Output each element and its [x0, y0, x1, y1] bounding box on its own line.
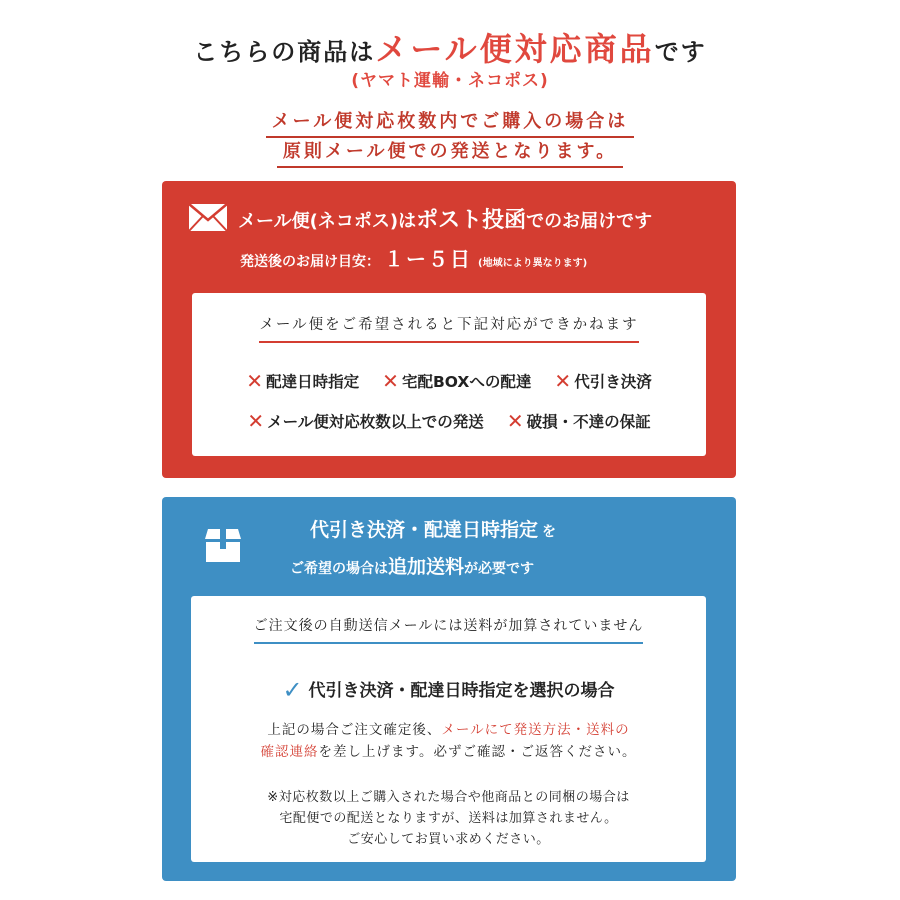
headline-lead: こちらの商品は [193, 38, 376, 66]
x-mark-icon: ✕ [554, 369, 572, 393]
extra-fee-sub-highlight: 追加送料 [388, 556, 465, 578]
x-mark-icon: ✕ [246, 369, 264, 393]
extra-fee-sub-pre: ご希望の場合は [290, 561, 388, 577]
delivery-estimate [240, 243, 587, 272]
note-line-3: ご安心してお買い求めください。 [347, 832, 550, 847]
restrictions-heading [192, 313, 706, 343]
headline [0, 24, 900, 70]
x-mark-icon: ✕ [247, 409, 265, 433]
note-line-1: ※対応枚数以上ご購入された場合や他商品との同梱の場合は [267, 790, 630, 805]
restrictions-row-2 [192, 408, 706, 432]
headline-highlight: メール便対応商品 [375, 30, 655, 68]
notice-line-2: 原則メール便での発送となります。 [277, 138, 623, 168]
restriction-label: メール便対応枚数以上での発送 [267, 413, 484, 431]
mail-title-post: でのお届けです [526, 211, 653, 232]
extra-fee-title-main: 代引き決済・配達日時指定 [310, 519, 539, 541]
extra-fee-subtitle [290, 552, 534, 579]
extra-fee-panel [162, 497, 736, 881]
extra-fee-details [191, 596, 706, 862]
delivery-days: １ー５日 [384, 247, 472, 271]
confirmation-part-a: 上記の場合ご注文確定後、 [267, 722, 442, 738]
restrictions-heading-text: メール便をご希望されると下記対応ができかねます [259, 313, 638, 343]
restriction-label: 配達日時指定 [266, 373, 360, 391]
carrier-label: (ヤマト運輸・ネコポス) [351, 71, 549, 91]
bulk-order-note [191, 787, 706, 850]
auto-mail-notice-text: ご注文後の自動送信メールには送料が加算されていません [254, 615, 644, 644]
mail-panel-title [238, 203, 652, 234]
restriction-label: 破損・不達の保証 [526, 413, 651, 431]
restriction-label: 宅配BOXへの配達 [401, 373, 532, 391]
note-line-2: 宅配便での配送となりますが、送料は加算されません。 [279, 811, 618, 826]
box-icon [204, 527, 242, 563]
extra-fee-sub-post: が必要です [464, 561, 535, 577]
mail-title-pre: メール便(ネコポス)は [238, 211, 417, 232]
restriction-item [554, 368, 651, 392]
extra-fee-title [310, 515, 556, 542]
check-icon: ✓ [282, 676, 303, 704]
selection-case-text: 代引き決済・配達日時指定を選択の場合 [308, 681, 615, 701]
confirmation-part-d: を差し上げます。必ずご確認・ご返答ください。 [318, 744, 637, 760]
confirmation-part-c: 確認連絡 [260, 744, 319, 760]
headline-tail: です [654, 38, 707, 66]
notice-line-1: メール便対応枚数内でご購入の場合は [266, 108, 635, 138]
confirmation-part-b: メールにて発送方法・送料の [441, 722, 630, 738]
confirmation-text [191, 719, 706, 763]
mail-title-highlight: ポスト投函 [416, 208, 527, 233]
mail-delivery-panel [162, 181, 736, 478]
restrictions-row-1 [192, 368, 706, 392]
restriction-label: 代引き決済 [574, 373, 652, 391]
restriction-item [247, 408, 483, 432]
restriction-item [507, 408, 651, 432]
auto-mail-notice [191, 615, 706, 644]
envelope-icon [188, 203, 228, 232]
x-mark-icon: ✕ [506, 409, 524, 433]
selection-case-title [191, 674, 706, 702]
delivery-label: 発送後のお届け目安： [240, 254, 380, 270]
delivery-note: (地域により異なります) [478, 258, 588, 269]
restrictions-box [192, 293, 706, 456]
shipping-notice [0, 108, 900, 168]
extra-fee-title-tail: を [542, 524, 557, 540]
restriction-item [382, 368, 531, 392]
restriction-item [246, 368, 359, 392]
x-mark-icon: ✕ [382, 369, 399, 393]
